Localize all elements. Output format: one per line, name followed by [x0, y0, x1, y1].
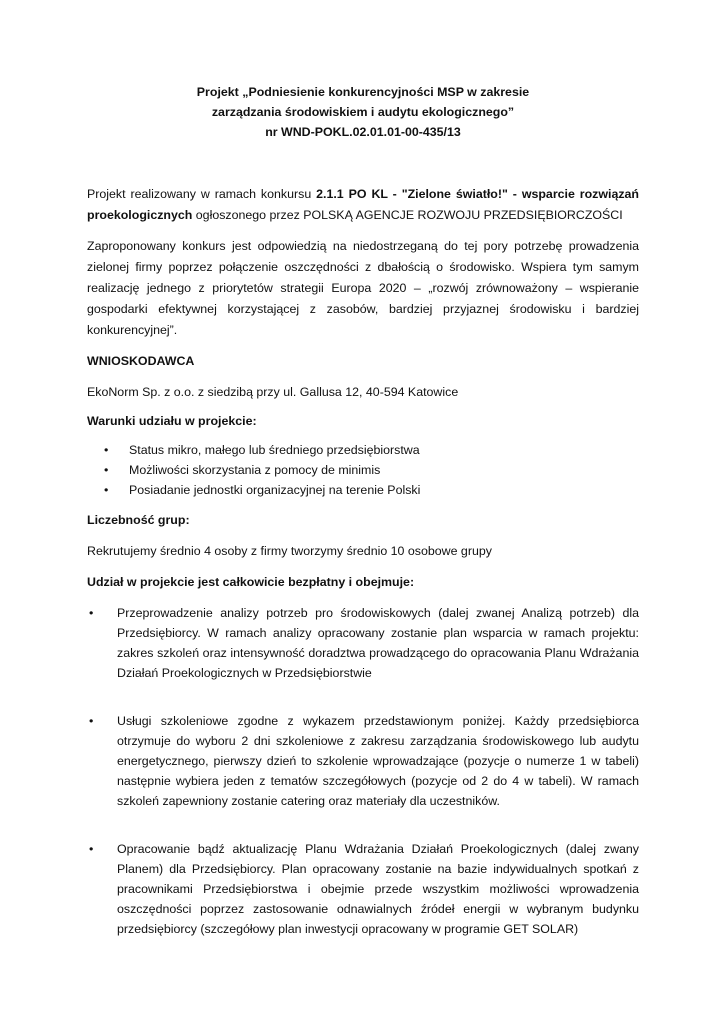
bullet-icon: •: [89, 714, 94, 728]
title-line-3: nr WND-POKL.02.01.01-00-435/13: [265, 125, 461, 139]
list-item: [87, 460, 639, 480]
list-item-text: Posiadanie jednostki organizacyjnej na terenie Polski: [129, 483, 421, 497]
bullet-icon: •: [89, 606, 94, 620]
applicant-text: EkoNorm Sp. z o.o. z siedzibą przy ul. Gallusa 12, 40-594 Katowice: [87, 385, 459, 399]
conditions-heading: Warunki udziału w projekcie:: [87, 414, 257, 428]
applicant-heading: WNIOSKODAWCA: [87, 354, 195, 368]
bullet-icon: •: [89, 842, 94, 856]
groups-heading: Liczebność grup:: [87, 513, 190, 527]
bullet-icon: •: [104, 463, 109, 477]
participation-list: [87, 603, 639, 939]
participation-heading: Udział w projekcie jest całkowicie bezpłatny i obejmuje:: [87, 575, 415, 589]
intro-paragraph: [87, 184, 639, 226]
title-line-2: zarządzania środowiskiem i audytu ekologicznego”: [211, 105, 515, 119]
contest-paragraph: Zaproponowany konkurs jest odpowiedzią na niedostrzeganą do tej pory potrzebę prowadzenia zielonej firmy poprzez połączenie oszczędności z dbałością o środowisko. Wspiera tym samym realizację jednego z priorytetów strategii Europa 2020 – „rozwój zrównoważony – wspieranie gospodarki efektywnej korzystającej z zasobów, bardziej przyjaznej środowisku i bardziej konkurencyjnej”.: [87, 239, 639, 337]
document-title: [87, 82, 639, 142]
list-item-text: Status mikro, małego lub średniego przedsiębiorstwa: [129, 443, 420, 457]
conditions-list: [87, 440, 639, 500]
list-item: [87, 440, 639, 460]
list-item: [87, 480, 639, 500]
intro-suffix: ogłoszonego przez POLSKĄ AGENCJE ROZWOJU PRZEDSIĘBIORCZOŚCI: [192, 208, 623, 222]
bullet-icon: •: [104, 443, 109, 457]
list-item-text: Przeprowadzenie analizy potrzeb pro środowiskowych (dalej zwanej Analizą potrzeb) dla Przedsiębiorcy. W ramach analizy opracowany zostanie plan wsparcia w ramach projektu: zakres szkoleń oraz intensywność doradztwa prowadzącego do opracowania Planu Wdrażania Działań Proekologicznych w Przedsiębiorstwie: [117, 606, 639, 680]
document-page: [87, 82, 639, 939]
list-item-text: Usługi szkoleniowe zgodne z wykazem przedstawionym poniżej. Każdy przedsiębiorca otrzymuje do wyboru 2 dni szkoleniowe z zakresu zarządzania środowiskowego lub audytu energetycznego, pierwszy dzień to szkolenie wprowadzające (pozycje o numerze 1 w tabeli) następnie wybiera jeden z tematów szczegółowych (pozycje od 2 do 4 w tabeli). W ramach szkoleń zapewniony zostanie catering oraz materiały dla uczestników.: [117, 714, 639, 808]
list-item: [87, 839, 639, 939]
bullet-icon: •: [104, 483, 109, 497]
list-item-text: Opracowanie bądź aktualizację Planu Wdrażania Działań Proekologicznych (dalej zwany Planem) dla Przedsiębiorcy. Plan opracowany zostanie na bazie indywidualnych spotkań z pracownikami Przedsiębiorstwa i obejmie przede wszystkim możliwości wprowadzenia oszczędności poprzez zastosowanie odnawialnych źródeł energii w wybranym budynku przedsiębiorcy (szczegółowy plan inwestycji opracowany w programie GET SOLAR): [117, 842, 639, 936]
list-item-text: Możliwości skorzystania z pomocy de minimis: [129, 463, 381, 477]
title-line-1: Projekt „Podniesienie konkurencyjności MSP w zakresie: [196, 85, 530, 99]
groups-text: Rekrutujemy średnio 4 osoby z firmy tworzymy średnio 10 osobowe grupy: [87, 544, 492, 558]
intro-prefix: Projekt realizowany w ramach konkursu: [87, 187, 317, 201]
list-item: [87, 603, 639, 683]
program-name: 2.1.1 PO KL - "Zielone światło!" - wsparcie rozwiązań proekologicznych: [87, 187, 640, 222]
list-item: [87, 711, 639, 811]
